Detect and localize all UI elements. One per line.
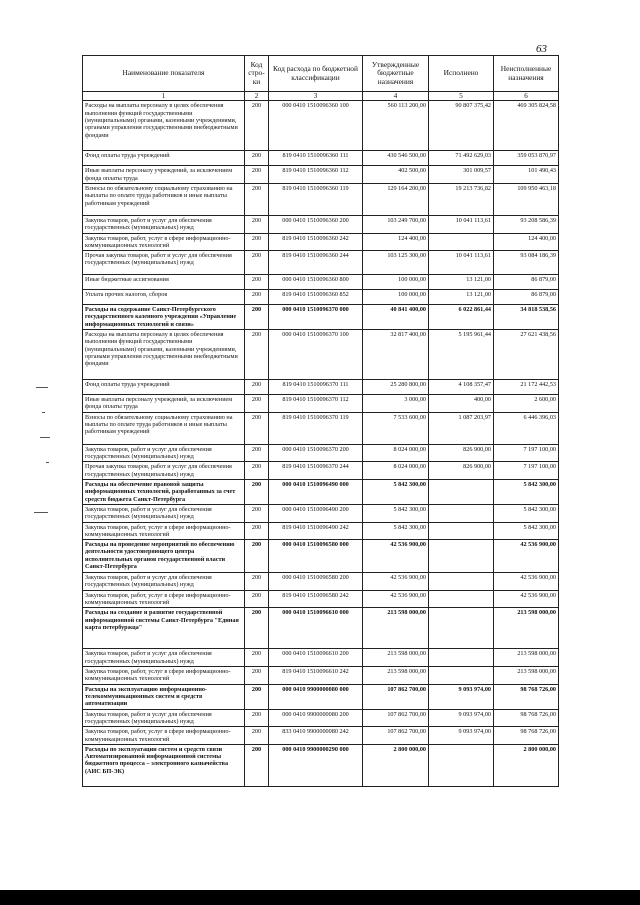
row-executed-cell: 400,00: [429, 395, 494, 413]
row-remaining-cell: 213 598 000,00: [494, 608, 559, 649]
row-approved-cell: 5 842 300,00: [363, 504, 429, 522]
row-name-cell: Иные выплаты персоналу учреждений, за исключением фонда оплаты труда: [83, 395, 245, 413]
row-approved-cell: 5 842 300,00: [363, 522, 429, 540]
row-name-cell: Расходы на создание и развитие государственной информационной системы Санкт-Петербурга "Единая карта петербуржца": [83, 608, 245, 649]
row-approved-cell: 430 546 500,00: [363, 151, 429, 166]
row-executed-cell: 71 492 629,03: [429, 151, 494, 166]
table-row: [83, 444, 559, 462]
row-remaining-cell: 5 842 300,00: [494, 504, 559, 522]
row-remaining-cell: 213 598 000,00: [494, 667, 559, 685]
row-remaining-cell: 124 400,00: [494, 233, 559, 251]
column-number: 6: [494, 92, 559, 101]
row-classification-cell: 819 0410 1510096370 112: [269, 395, 363, 413]
column-number: 4: [363, 92, 429, 101]
row-remaining-cell: 93 208 586,39: [494, 215, 559, 233]
row-line-code-cell: 200: [245, 684, 269, 709]
row-classification-cell: 819 0410 1510096360 852: [269, 290, 363, 305]
row-approved-cell: 124 400,00: [363, 233, 429, 251]
column-number: 3: [269, 92, 363, 101]
row-classification-cell: 819 0410 1510096370 244: [269, 462, 363, 480]
row-name-cell: Фонд оплаты труда учреждений: [83, 380, 245, 395]
row-line-code-cell: 200: [245, 233, 269, 251]
row-name-cell: Фонд оплаты труда учреждений: [83, 151, 245, 166]
row-remaining-cell: 27 621 438,56: [494, 330, 559, 380]
row-approved-cell: 100 000,00: [363, 275, 429, 290]
row-name-cell: Иные бюджетные ассигнования: [83, 275, 245, 290]
row-line-code-cell: 200: [245, 330, 269, 380]
header-remaining: Неисполненные назначения: [494, 56, 559, 92]
row-line-code-cell: 200: [245, 183, 269, 215]
row-approved-cell: 213 598 000,00: [363, 608, 429, 649]
row-remaining-cell: 42 536 900,00: [494, 540, 559, 573]
row-name-cell: Закупка товаров, работ, услуг в сфере информационно-коммуникационных технологий: [83, 522, 245, 540]
row-name-cell: Прочая закупка товаров, работ и услуг для обеспечения государственных (муниципальных) нужд: [83, 462, 245, 480]
row-approved-cell: 107 862 700,00: [363, 684, 429, 709]
row-line-code-cell: 200: [245, 573, 269, 591]
column-number: 2: [245, 92, 269, 101]
row-approved-cell: 25 280 800,00: [363, 380, 429, 395]
row-executed-cell: [429, 479, 494, 504]
row-remaining-cell: 34 818 538,56: [494, 305, 559, 330]
row-approved-cell: 40 841 400,00: [363, 305, 429, 330]
row-remaining-cell: 42 536 900,00: [494, 573, 559, 591]
header-classification: Код расхода по бюджетной классификации: [269, 56, 363, 92]
row-name-cell: Закупка товаров, работ и услуг для обеспечения государственных (муниципальных) нужд: [83, 444, 245, 462]
row-line-code-cell: 200: [245, 380, 269, 395]
table-row: [83, 590, 559, 608]
row-line-code-cell: 200: [245, 479, 269, 504]
row-classification-cell: 819 0410 1510096490 242: [269, 522, 363, 540]
header-executed: Исполнено: [429, 56, 494, 92]
row-executed-cell: 826 900,00: [429, 444, 494, 462]
row-executed-cell: [429, 573, 494, 591]
row-classification-cell: 819 0410 1510096580 242: [269, 590, 363, 608]
row-remaining-cell: 101 490,43: [494, 166, 559, 184]
row-approved-cell: 107 862 700,00: [363, 709, 429, 727]
row-line-code-cell: 200: [245, 504, 269, 522]
table-row: [83, 727, 559, 745]
header-name: Наименование показателя: [83, 56, 245, 92]
table-row: [83, 330, 559, 380]
table-row: [83, 462, 559, 480]
margin-mark: [46, 462, 49, 463]
row-classification-cell: 000 0410 1510096580 000: [269, 540, 363, 573]
row-approved-cell: 129 164 200,00: [363, 183, 429, 215]
row-line-code-cell: 200: [245, 727, 269, 745]
row-approved-cell: 42 536 900,00: [363, 573, 429, 591]
row-approved-cell: 3 000,00: [363, 395, 429, 413]
header-line-code: Код стро-ки: [245, 56, 269, 92]
row-remaining-cell: 42 536 900,00: [494, 590, 559, 608]
row-remaining-cell: 2 800 000,00: [494, 744, 559, 786]
row-approved-cell: 213 598 000,00: [363, 649, 429, 667]
row-name-cell: Закупка товаров, работ и услуг для обеспечения государственных (муниципальных) нужд: [83, 709, 245, 727]
row-classification-cell: 000 0410 1510096360 200: [269, 215, 363, 233]
row-approved-cell: 42 536 900,00: [363, 540, 429, 573]
table-header-row: [83, 56, 559, 92]
row-name-cell: Взносы по обязательному социальному страхованию на выплаты по оплате труда работников и иные выплаты работникам учреждений: [83, 412, 245, 444]
row-classification-cell: 000 0410 1510096360 100: [269, 101, 363, 151]
table-row: [83, 412, 559, 444]
row-line-code-cell: 200: [245, 667, 269, 685]
row-executed-cell: 9 093 974,00: [429, 684, 494, 709]
row-classification-cell: 000 0410 1510096370 200: [269, 444, 363, 462]
row-remaining-cell: 98 768 726,00: [494, 727, 559, 745]
row-classification-cell: 819 0410 1510096360 244: [269, 251, 363, 275]
row-classification-cell: 819 0410 1510096370 119: [269, 412, 363, 444]
row-classification-cell: 819 0410 1510096370 111: [269, 380, 363, 395]
table-row: [83, 380, 559, 395]
table-row: [83, 573, 559, 591]
row-approved-cell: 107 862 700,00: [363, 727, 429, 745]
row-name-cell: Закупка товаров, работ, услуг в сфере информационно-коммуникационных технологий: [83, 233, 245, 251]
scan-bottom-edge: [0, 890, 640, 905]
row-executed-cell: [429, 649, 494, 667]
row-executed-cell: 90 807 375,42: [429, 101, 494, 151]
row-classification-cell: 833 0410 9900000080 242: [269, 727, 363, 745]
row-approved-cell: 560 113 200,00: [363, 101, 429, 151]
table-row: [83, 183, 559, 215]
row-approved-cell: 402 500,00: [363, 166, 429, 184]
row-approved-cell: 8 024 000,00: [363, 462, 429, 480]
row-executed-cell: [429, 744, 494, 786]
row-name-cell: Расходы по эксплуатации систем и средств связи Автоматизированной информационной системы бюджетного процесса – электронного казначейства (АИС БП-ЭК): [83, 744, 245, 786]
row-remaining-cell: 359 053 870,97: [494, 151, 559, 166]
row-classification-cell: 819 0410 1510096360 242: [269, 233, 363, 251]
margin-mark: [34, 512, 48, 513]
row-line-code-cell: 200: [245, 275, 269, 290]
table-row: [83, 504, 559, 522]
row-remaining-cell: 2 600,00: [494, 395, 559, 413]
row-executed-cell: [429, 522, 494, 540]
row-remaining-cell: 7 197 100,00: [494, 462, 559, 480]
table-row: [83, 166, 559, 184]
table-body: [83, 101, 559, 787]
row-executed-cell: 9 093 974,00: [429, 727, 494, 745]
row-classification-cell: 819 0410 1510096360 119: [269, 183, 363, 215]
row-approved-cell: 32 817 400,00: [363, 330, 429, 380]
row-name-cell: Взносы по обязательному социальному страхованию на выплаты по оплате труда работников и иные выплаты работникам учреждений: [83, 183, 245, 215]
row-classification-cell: 000 0410 1510096370 000: [269, 305, 363, 330]
row-approved-cell: 2 800 000,00: [363, 744, 429, 786]
row-classification-cell: 819 0410 1510096610 242: [269, 667, 363, 685]
row-classification-cell: 000 0410 1510096490 200: [269, 504, 363, 522]
row-line-code-cell: 200: [245, 744, 269, 786]
row-remaining-cell: 98 768 726,00: [494, 709, 559, 727]
row-name-cell: Прочая закупка товаров, работ и услуг для обеспечения государственных (муниципальных) нужд: [83, 251, 245, 275]
header-approved: Утвержденные бюджетные назначения: [363, 56, 429, 92]
row-line-code-cell: 200: [245, 608, 269, 649]
row-remaining-cell: 109 950 463,18: [494, 183, 559, 215]
table-row: [83, 709, 559, 727]
row-name-cell: Расходы на проведение мероприятий по обеспечению деятельности удостоверяющего центра исполнительных органов государственной власти Санкт-Петербурга: [83, 540, 245, 573]
row-name-cell: Закупка товаров, работ и услуг для обеспечения государственных (муниципальных) нужд: [83, 573, 245, 591]
row-line-code-cell: 200: [245, 101, 269, 151]
row-name-cell: Закупка товаров, работ и услуг для обеспечения государственных (муниципальных) нужд: [83, 649, 245, 667]
row-classification-cell: 000 0410 9900000080 200: [269, 709, 363, 727]
table-row: [83, 684, 559, 709]
row-approved-cell: 7 533 600,00: [363, 412, 429, 444]
row-executed-cell: 826 900,00: [429, 462, 494, 480]
table-row: [83, 251, 559, 275]
row-executed-cell: [429, 504, 494, 522]
row-line-code-cell: 200: [245, 522, 269, 540]
row-name-cell: Расходы на эксплуатацию информационно-телекоммуникационных систем и средств автоматизации: [83, 684, 245, 709]
row-name-cell: Закупка товаров, работ и услуг для обеспечения государственных (муниципальных) нужд: [83, 215, 245, 233]
row-line-code-cell: 200: [245, 305, 269, 330]
row-name-cell: Закупка товаров, работ, услуг в сфере информационно-коммуникационных технологий: [83, 667, 245, 685]
table-row: [83, 744, 559, 786]
table-row: [83, 522, 559, 540]
row-approved-cell: 103 249 700,00: [363, 215, 429, 233]
row-remaining-cell: 6 446 396,03: [494, 412, 559, 444]
row-executed-cell: 4 108 357,47: [429, 380, 494, 395]
column-number-row: [83, 92, 559, 101]
table-row: [83, 305, 559, 330]
row-approved-cell: 8 024 000,00: [363, 444, 429, 462]
row-executed-cell: 301 009,57: [429, 166, 494, 184]
row-name-cell: Закупка товаров, работ, услуг в сфере информационно-коммуникационных технологий: [83, 727, 245, 745]
row-name-cell: Расходы на выплаты персоналу в целях обеспечения выполнения функций государственными (муниципальными) органами, казенными учреждениями, органами управления государственными внебюджетными фондами: [83, 330, 245, 380]
row-executed-cell: 13 121,00: [429, 275, 494, 290]
row-classification-cell: 819 0410 1510096360 112: [269, 166, 363, 184]
row-line-code-cell: 200: [245, 395, 269, 413]
row-executed-cell: [429, 233, 494, 251]
row-classification-cell: 000 0410 1510096370 100: [269, 330, 363, 380]
table-row: [83, 233, 559, 251]
row-executed-cell: 6 022 861,44: [429, 305, 494, 330]
row-line-code-cell: 200: [245, 709, 269, 727]
row-remaining-cell: 213 598 000,00: [494, 649, 559, 667]
row-classification-cell: 000 0410 9900000080 000: [269, 684, 363, 709]
row-name-cell: Закупка товаров, работ, услуг в сфере информационно-коммуникационных технологий: [83, 590, 245, 608]
row-executed-cell: 19 213 736,82: [429, 183, 494, 215]
table-row: [83, 101, 559, 151]
row-executed-cell: 10 041 113,61: [429, 215, 494, 233]
row-name-cell: Иные выплаты персоналу учреждений, за исключением фонда оплаты труда: [83, 166, 245, 184]
page-number: 63: [536, 43, 547, 55]
table-row: [83, 649, 559, 667]
row-name-cell: Уплата прочих налогов, сборов: [83, 290, 245, 305]
row-remaining-cell: 86 879,00: [494, 290, 559, 305]
table-row: [83, 667, 559, 685]
row-approved-cell: 213 598 000,00: [363, 667, 429, 685]
row-line-code-cell: 200: [245, 649, 269, 667]
row-name-cell: Закупка товаров, работ и услуг для обеспечения государственных (муниципальных) нужд: [83, 504, 245, 522]
table-row: [83, 479, 559, 504]
budget-execution-table: [82, 55, 559, 787]
row-classification-cell: 000 0410 1510096490 000: [269, 479, 363, 504]
row-approved-cell: 103 125 300,00: [363, 251, 429, 275]
row-executed-cell: [429, 667, 494, 685]
row-classification-cell: 000 0410 1510096610 000: [269, 608, 363, 649]
row-classification-cell: 819 0410 1510096360 111: [269, 151, 363, 166]
row-executed-cell: [429, 540, 494, 573]
row-line-code-cell: 200: [245, 590, 269, 608]
margin-mark: [40, 437, 50, 438]
row-executed-cell: [429, 608, 494, 649]
row-remaining-cell: 469 305 824,58: [494, 101, 559, 151]
row-executed-cell: 9 093 974,00: [429, 709, 494, 727]
row-executed-cell: 13 121,00: [429, 290, 494, 305]
table-row: [83, 290, 559, 305]
table-row: [83, 395, 559, 413]
table-row: [83, 540, 559, 573]
row-executed-cell: [429, 590, 494, 608]
row-remaining-cell: 86 879,00: [494, 275, 559, 290]
row-line-code-cell: 200: [245, 290, 269, 305]
row-name-cell: Расходы на выплаты персоналу в целях обеспечения выполнения функций государственными (муниципальными) органами, казенными учреждениями, органами управления государственными внебюджетными фондами: [83, 101, 245, 151]
row-line-code-cell: 200: [245, 412, 269, 444]
row-line-code-cell: 200: [245, 540, 269, 573]
row-classification-cell: 000 0410 9900000290 000: [269, 744, 363, 786]
row-remaining-cell: 21 172 442,53: [494, 380, 559, 395]
row-remaining-cell: 93 084 186,39: [494, 251, 559, 275]
column-number: 5: [429, 92, 494, 101]
table-row: [83, 608, 559, 649]
row-line-code-cell: 200: [245, 166, 269, 184]
row-line-code-cell: 200: [245, 215, 269, 233]
row-executed-cell: 1 087 203,97: [429, 412, 494, 444]
row-classification-cell: 000 0410 1510096610 200: [269, 649, 363, 667]
row-remaining-cell: 98 768 726,00: [494, 684, 559, 709]
column-number: 1: [83, 92, 245, 101]
row-line-code-cell: 200: [245, 462, 269, 480]
row-executed-cell: 10 041 113,61: [429, 251, 494, 275]
row-approved-cell: 100 000,00: [363, 290, 429, 305]
row-remaining-cell: 7 197 100,00: [494, 444, 559, 462]
table-row: [83, 275, 559, 290]
row-line-code-cell: 200: [245, 151, 269, 166]
row-remaining-cell: 5 842 300,00: [494, 479, 559, 504]
row-approved-cell: 42 536 900,00: [363, 590, 429, 608]
row-classification-cell: 000 0410 1510096360 800: [269, 275, 363, 290]
margin-mark: [36, 387, 48, 388]
row-name-cell: Расходы на содержание Санкт-Петербургского государственного казенного учреждения «Управление информационных технологий и связи»: [83, 305, 245, 330]
margin-mark: [42, 412, 45, 413]
row-classification-cell: 000 0410 1510096580 200: [269, 573, 363, 591]
row-approved-cell: 5 842 300,00: [363, 479, 429, 504]
row-name-cell: Расходы на обеспечение правовой защиты информационных технологий, разработанных за счет средств бюджета Санкт-Петербурга: [83, 479, 245, 504]
row-line-code-cell: 200: [245, 444, 269, 462]
row-remaining-cell: 5 842 300,00: [494, 522, 559, 540]
row-executed-cell: 5 195 961,44: [429, 330, 494, 380]
row-line-code-cell: 200: [245, 251, 269, 275]
table-row: [83, 215, 559, 233]
table-row: [83, 151, 559, 166]
